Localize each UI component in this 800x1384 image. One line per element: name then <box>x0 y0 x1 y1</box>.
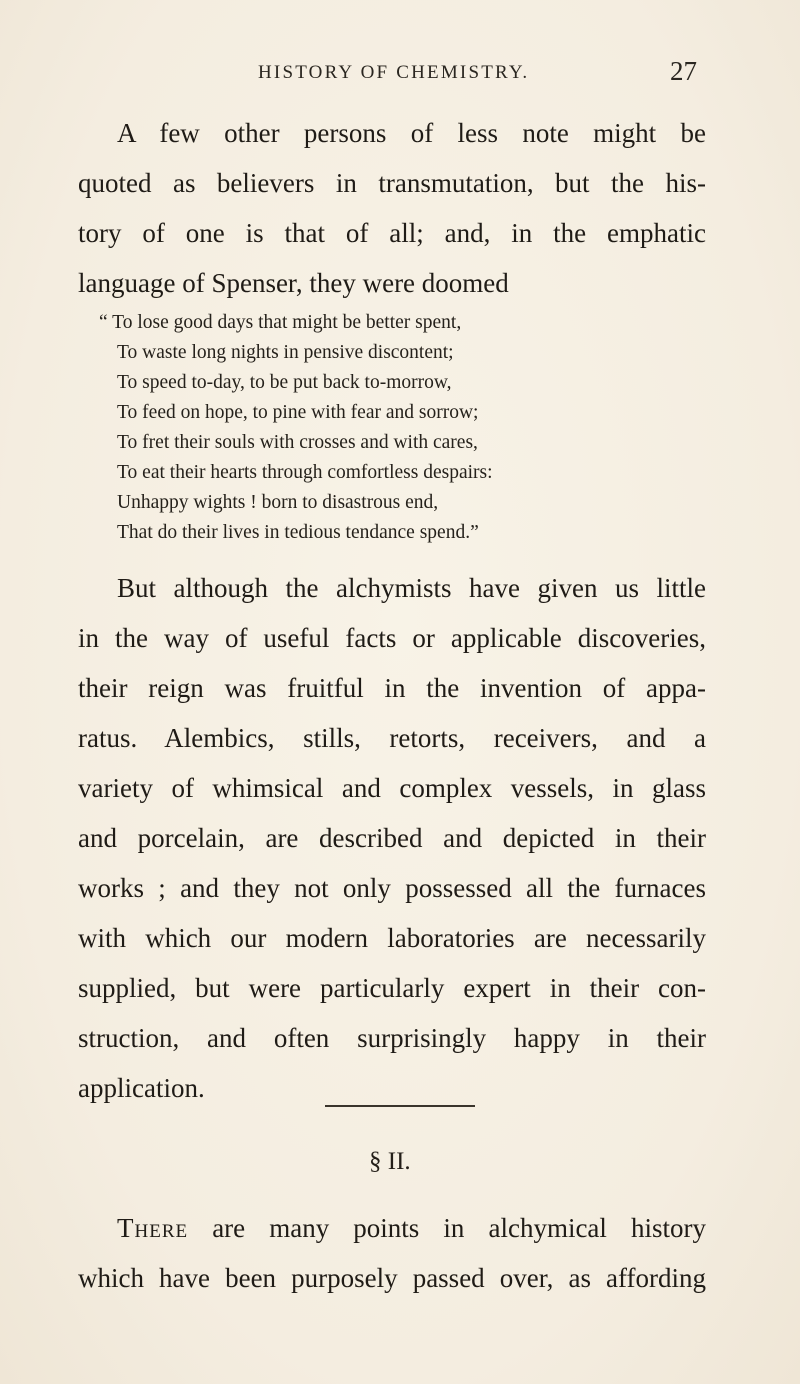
quote-line: To waste long nights in pensive discontent; <box>117 342 454 363</box>
paragraph-line: struction, and often surprisingly happy in their <box>78 1023 706 1053</box>
paragraph-line: in the way of useful facts or applicable discoveries, <box>78 623 706 653</box>
paragraph-line: application. <box>78 1073 205 1103</box>
running-title: HISTORY OF CHEMISTRY. <box>258 62 530 83</box>
paragraph-line: which have been purposely passed over, as affording <box>78 1263 706 1293</box>
quote-line: “ To lose good days that might be better spent, <box>99 312 462 333</box>
quote-line: To feed on hope, to pine with fear and sorrow; <box>117 402 479 423</box>
section-line-text: are many points in alchymical history <box>188 1213 706 1243</box>
quote-line: That do their lives in tedious tendance spend.” <box>117 522 479 543</box>
paragraph-line: variety of whimsical and complex vessels, in glass <box>78 773 706 803</box>
page-number: 27 <box>670 56 697 86</box>
paragraph-line: quoted as believers in transmutation, but the his- <box>78 168 706 198</box>
paragraph-line: ratus. Alembics, stills, retorts, receivers, and a <box>78 723 706 753</box>
quote-line: To fret their souls with crosses and with cares, <box>117 432 478 453</box>
paragraph-line: language of Spenser, they were doomed <box>78 268 509 298</box>
paragraph-line: supplied, but were particularly expert in their con- <box>78 973 706 1003</box>
section-first-word: There <box>117 1213 189 1243</box>
quote-line: To speed to-day, to be put back to-morrow, <box>117 372 452 393</box>
paragraph-line: their reign was fruitful in the invention of appa- <box>78 673 706 703</box>
paragraph-line: and porcelain, are described and depicted in their <box>78 823 706 853</box>
quote-line: To eat their hearts through comfortless despairs: <box>117 462 493 483</box>
paragraph-line: A few other persons of less note might be <box>117 118 706 148</box>
quote-line: Unhappy wights ! born to disastrous end, <box>117 492 439 513</box>
paragraph-line: tory of one is that of all; and, in the emphatic <box>78 218 706 248</box>
section-divider <box>325 1105 475 1107</box>
paragraph-line: But although the alchymists have given us little <box>117 573 706 603</box>
paragraph-line: works ; and they not only possessed all the furnaces <box>78 873 706 903</box>
paragraph-line: with which our modern laboratories are necessarily <box>78 923 706 953</box>
paragraph-line <box>117 1212 706 1244</box>
section-heading: § II. <box>369 1148 411 1175</box>
